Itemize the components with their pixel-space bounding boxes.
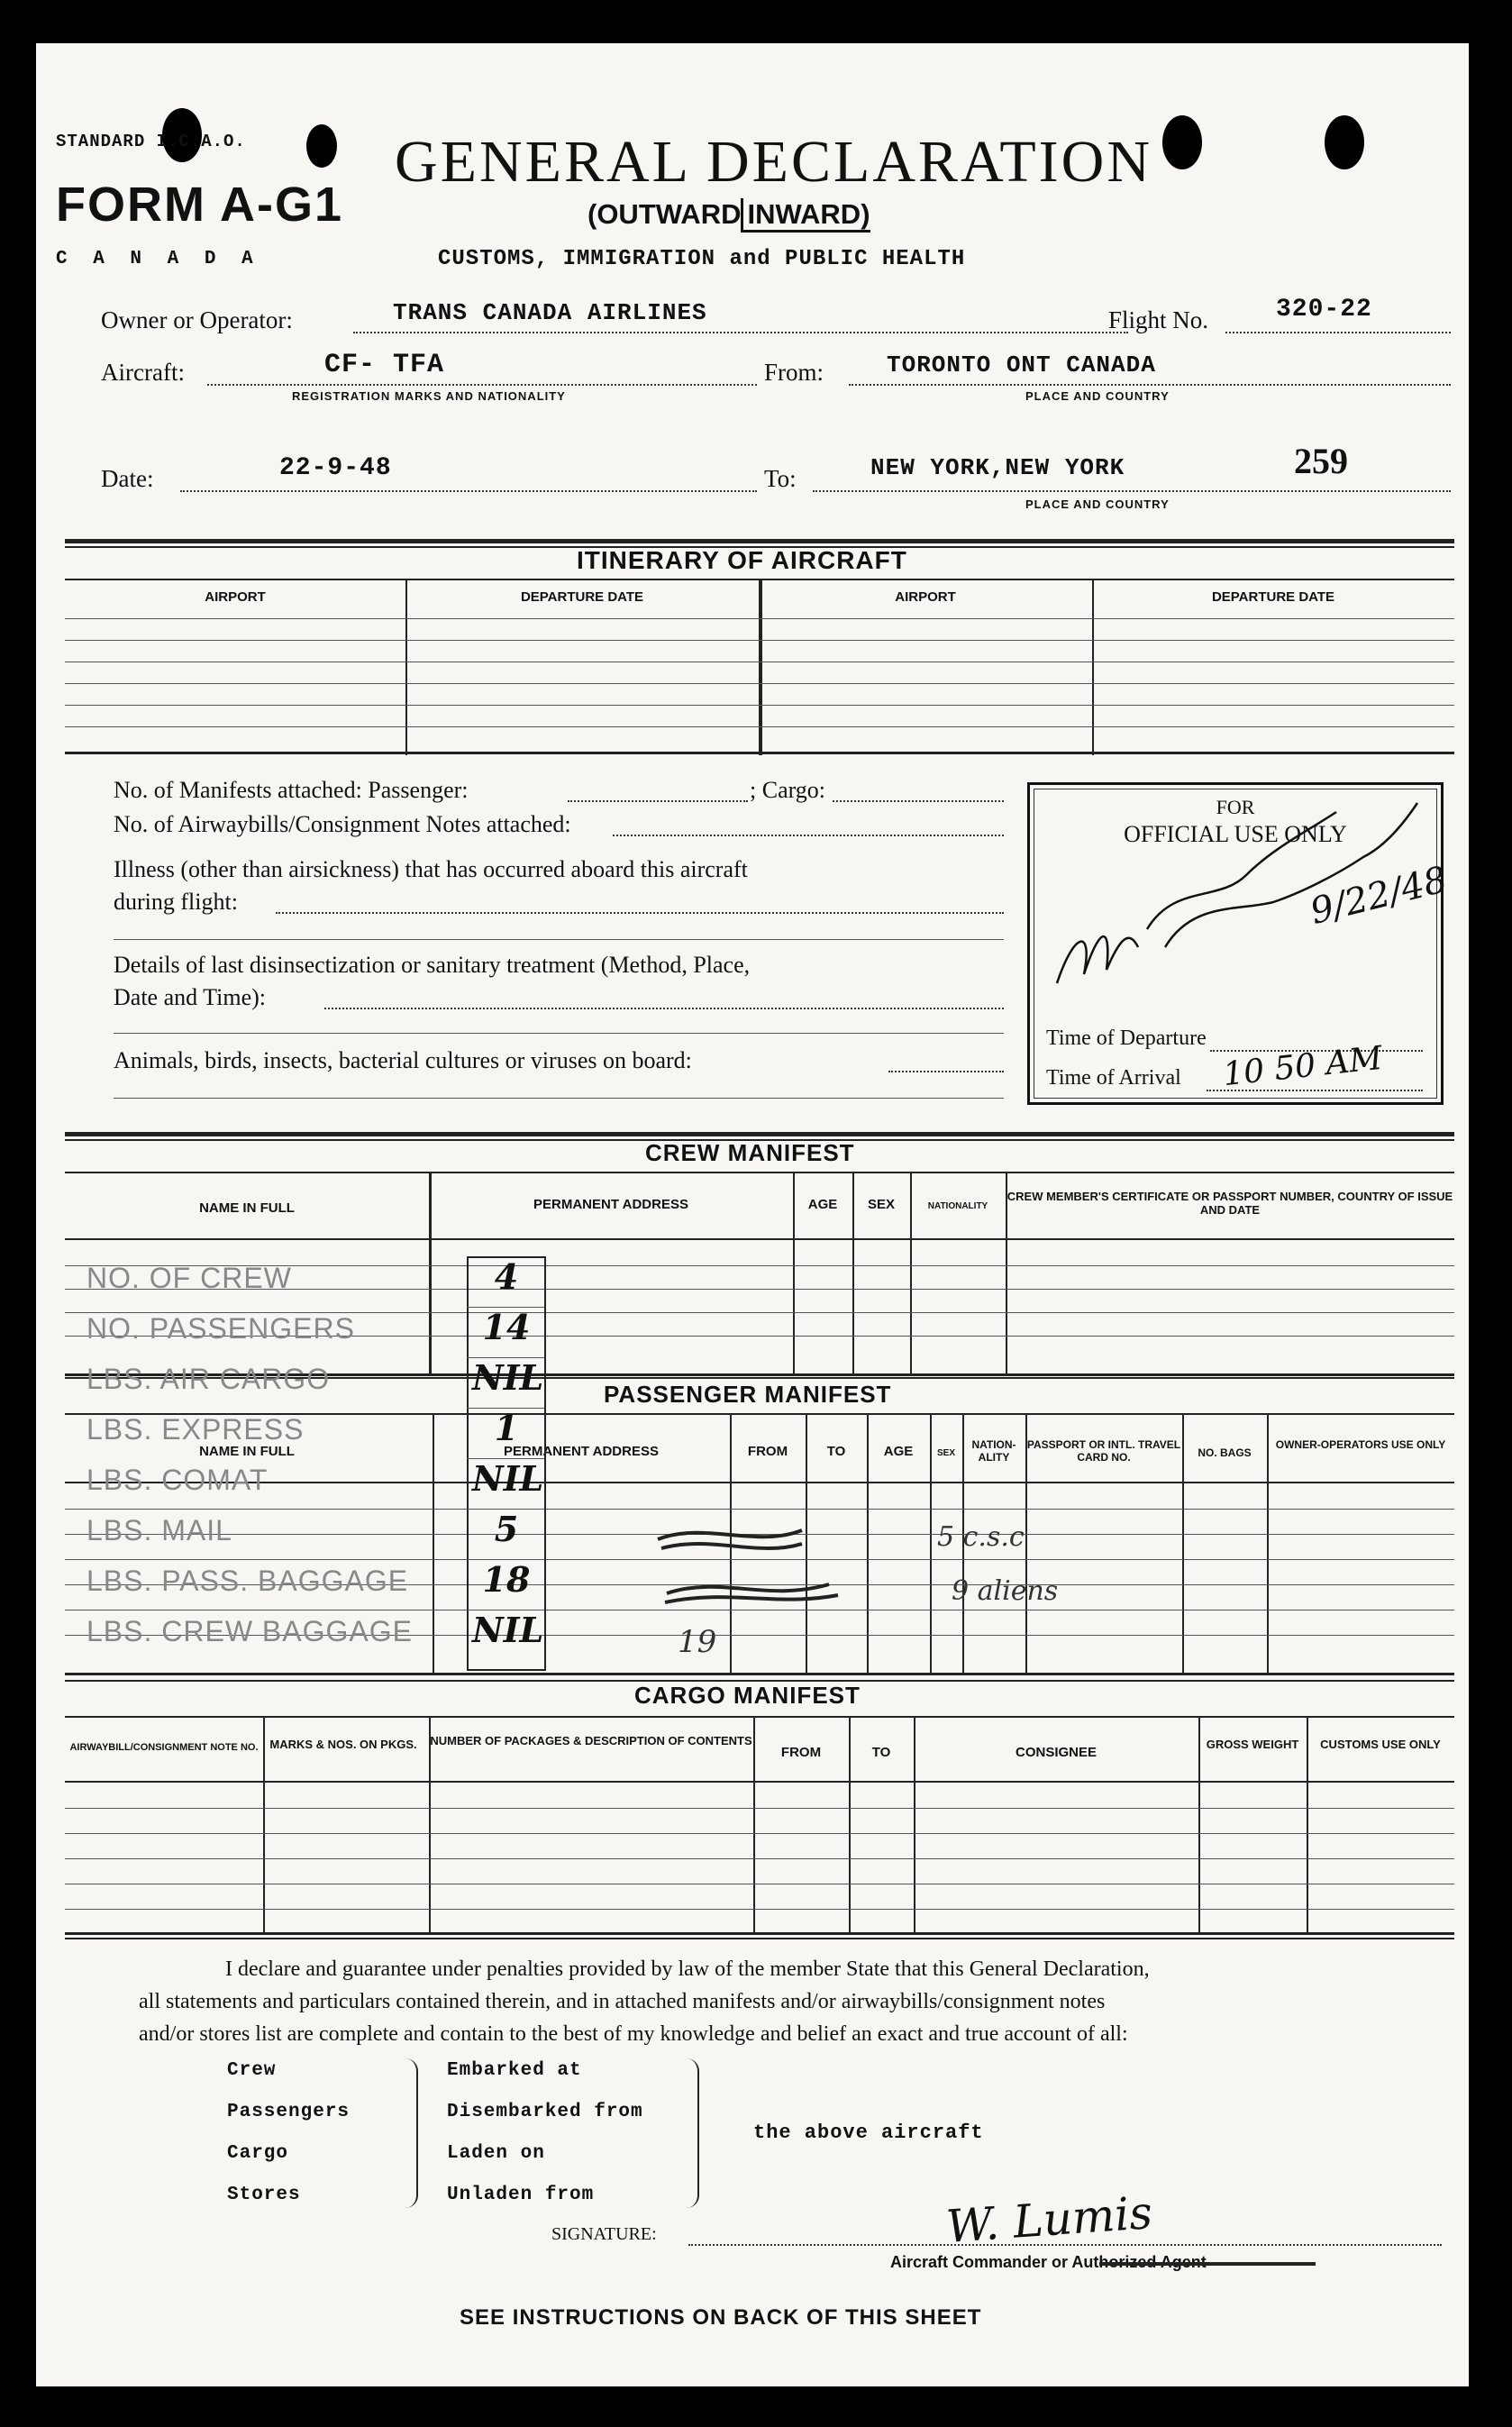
to-label: To: bbox=[764, 465, 797, 492]
stamp-row-value: NIL bbox=[472, 1610, 544, 1650]
from-label: From: bbox=[764, 359, 824, 386]
load-stamp bbox=[85, 1256, 544, 1671]
disinsect-label-1: Details of last disinsectization or sanitary treatment (Method, Place, bbox=[114, 952, 751, 978]
stamp-row-value: 4 bbox=[494, 1256, 519, 1297]
owner-label: Owner or Operator: bbox=[101, 306, 293, 333]
stamp-row-label: LBS. COMAT bbox=[87, 1464, 269, 1496]
stamp-row-value: 5 bbox=[494, 1509, 519, 1549]
from-caption: PLACE AND COUNTRY bbox=[1025, 389, 1170, 403]
cargo-col-to: TO bbox=[871, 1745, 891, 1760]
stamp-row-label: LBS. PASS. BAGGAGE bbox=[87, 1565, 409, 1597]
departure-label: Time of Departure bbox=[1046, 1026, 1207, 1050]
decl-item-stores: Stores bbox=[227, 2185, 301, 2205]
pass-col-sex: SEX bbox=[936, 1448, 955, 1458]
to-caption: PLACE AND COUNTRY bbox=[1025, 497, 1170, 511]
cargo-col-consignee: CONSIGNEE bbox=[1015, 1745, 1097, 1760]
disinsect-label-2: Date and Time): bbox=[114, 984, 266, 1010]
inspector-initials bbox=[1039, 794, 1435, 992]
stamp-row-value: NIL bbox=[472, 1357, 544, 1398]
punch-hole-mid bbox=[306, 124, 337, 168]
scribble-strikeout bbox=[649, 1512, 883, 1611]
arrival-label: Time of Arrival bbox=[1046, 1066, 1181, 1090]
cargo-col-from: FROM bbox=[780, 1745, 822, 1760]
date-label: Date: bbox=[101, 465, 154, 492]
crew-col-address: PERMANENT ADDRESS bbox=[533, 1197, 688, 1212]
decl-right-text: the above aircraft bbox=[753, 2121, 984, 2144]
illness-label-2: during flight: bbox=[114, 889, 238, 915]
punch-hole-right2 bbox=[1325, 115, 1364, 169]
official-label: OFFICIAL USE ONLY bbox=[1124, 821, 1347, 847]
aircraft-value: CF- TFA bbox=[324, 350, 445, 380]
pass-col-to: TO bbox=[826, 1444, 846, 1459]
subtitle: CUSTOMS, IMMIGRATION and PUBLIC HEALTH bbox=[438, 247, 966, 271]
cargo-label: ; Cargo: bbox=[750, 777, 826, 803]
pass-col-passport: PASSPORT OR INTL. TRAVEL CARD NO. bbox=[1026, 1438, 1181, 1464]
crew-col-nationality: NATIONALITY bbox=[927, 1201, 988, 1211]
official-use-box bbox=[1027, 782, 1452, 1105]
animals-label: Animals, birds, insects, bacterial cultures or viruses on board: bbox=[114, 1047, 692, 1073]
crew-col-certificate: CREW MEMBER'S CERTIFICATE OR PASSPORT NUMBER, COUNTRY OF ISSUE AND DATE bbox=[1006, 1190, 1453, 1217]
declaration-line-3: and/or stores list are complete and contain to the best of my knowledge and belief an exact and true account of all: bbox=[139, 2022, 1128, 2046]
decl-mid-unladen: Unladen from bbox=[447, 2185, 595, 2205]
stamp-row-label: LBS. EXPRESS bbox=[87, 1413, 305, 1446]
serial-number: 259 bbox=[1294, 441, 1348, 481]
decl-item-crew: Crew bbox=[227, 2060, 277, 2081]
decl-mid-disembarked: Disembarked from bbox=[447, 2102, 643, 2122]
cargo-col-customs: CUSTOMS USE ONLY bbox=[1320, 1738, 1441, 1751]
signature-label: SIGNATURE: bbox=[551, 2224, 657, 2244]
pass-col-name: NAME IN FULL bbox=[199, 1444, 295, 1459]
arrival-value: 10 50 AM bbox=[1221, 1039, 1385, 1094]
direction-inward: INWARD) bbox=[741, 198, 870, 233]
direction bbox=[587, 198, 870, 231]
pass-col-nationality: NATION-ALITY bbox=[971, 1438, 1016, 1464]
stamp-row-label: NO. PASSENGERS bbox=[87, 1312, 355, 1345]
commander-signature: W. Lumis bbox=[944, 2186, 1154, 2253]
date-value: 22-9-48 bbox=[279, 454, 392, 482]
airwaybills-label: No. of Airwaybills/Consignment Notes attached: bbox=[114, 811, 571, 837]
stamp-row-label: LBS. CREW BAGGAGE bbox=[87, 1615, 413, 1647]
passenger-note-1: 5 c.s.c bbox=[937, 1521, 1025, 1553]
from-value: TORONTO ONT CANADA bbox=[887, 351, 1156, 379]
page-title: GENERAL DECLARATION bbox=[395, 129, 1152, 195]
form-code: FORM A-G1 bbox=[56, 178, 343, 232]
form-sheet bbox=[36, 43, 1469, 2386]
cargo-col-airwaybill: AIRWAYBILL/CONSIGNMENT NOTE NO. bbox=[69, 1742, 259, 1753]
stamp-row-value: NIL bbox=[472, 1458, 544, 1499]
stamp-row-label: NO. OF CREW bbox=[87, 1262, 292, 1294]
stamp-row-value: 18 bbox=[482, 1559, 531, 1600]
to-value: NEW YORK,NEW YORK bbox=[870, 454, 1125, 481]
crew-col-name: NAME IN FULL bbox=[199, 1200, 295, 1216]
commander-label: Aircraft Commander or Authorized Agent bbox=[890, 2253, 1207, 2271]
itin-col-airport-1: AIRPORT bbox=[205, 589, 266, 605]
itin-col-airport-2: AIRPORT bbox=[895, 589, 956, 605]
owner-value: TRANS CANADA AIRLINES bbox=[393, 299, 707, 326]
passenger-note-2: 9 aliens bbox=[952, 1575, 1059, 1607]
stamp-row-value: 14 bbox=[482, 1307, 531, 1347]
pass-col-address: PERMANENT ADDRESS bbox=[504, 1444, 659, 1459]
itin-col-date-1: DEPARTURE DATE bbox=[520, 589, 644, 605]
decl-item-passengers: Passengers bbox=[227, 2102, 351, 2122]
official-for: FOR bbox=[1216, 796, 1255, 818]
cargo-col-marks: MARKS & NOS. ON PKGS. bbox=[269, 1738, 417, 1751]
passenger-note-3: 19 bbox=[678, 1624, 717, 1660]
pass-col-bags: NO. BAGS bbox=[1198, 1446, 1252, 1459]
punch-hole-right1 bbox=[1162, 115, 1202, 169]
decl-mid-laden: Laden on bbox=[447, 2143, 545, 2164]
pass-col-age: AGE bbox=[883, 1444, 914, 1459]
passenger-title: PASSENGER MANIFEST bbox=[604, 1381, 892, 1408]
illness-label-1: Illness (other than airsickness) that has occurred aboard this aircraft bbox=[114, 856, 748, 882]
cargo-col-packages: NUMBER OF PACKAGES & DESCRIPTION OF CONTENTS bbox=[430, 1734, 752, 1747]
pass-col-from: FROM bbox=[747, 1444, 788, 1459]
reg-caption: REGISTRATION MARKS AND NATIONALITY bbox=[292, 389, 566, 403]
manifests-label: No. of Manifests attached: Passenger: bbox=[114, 777, 469, 803]
flight-value: 320-22 bbox=[1276, 296, 1372, 324]
decl-mid-embarked: Embarked at bbox=[447, 2060, 582, 2081]
stamp-row-value: 1 bbox=[494, 1408, 519, 1448]
stamp-row-label: LBS. AIR CARGO bbox=[87, 1363, 331, 1395]
decl-item-cargo: Cargo bbox=[227, 2143, 289, 2164]
cargo-col-gross: GROSS WEIGHT bbox=[1206, 1738, 1299, 1751]
aircraft-label: Aircraft: bbox=[101, 359, 185, 386]
footer-instructions: SEE INSTRUCTIONS ON BACK OF THIS SHEET bbox=[460, 2305, 982, 2330]
itin-col-date-2: DEPARTURE DATE bbox=[1211, 589, 1335, 605]
standard-label: STANDARD I.C.A.O. bbox=[56, 132, 246, 151]
crew-title: CREW MANIFEST bbox=[645, 1139, 855, 1166]
cargo-title: CARGO MANIFEST bbox=[634, 1682, 861, 1709]
crew-col-age: AGE bbox=[807, 1197, 838, 1212]
crew-col-sex: SEX bbox=[867, 1197, 895, 1212]
pass-col-owner: OWNER-OPERATORS USE ONLY bbox=[1275, 1438, 1446, 1451]
declaration-line-1: I declare and guarantee under penalties provided by law of the member State that this General Declaration, bbox=[225, 1957, 1150, 1981]
stamp-row-label: LBS. MAIL bbox=[87, 1514, 232, 1547]
official-date: 9/22/48 bbox=[1306, 859, 1452, 933]
flight-label: Flight No. bbox=[1108, 306, 1209, 333]
itinerary-title: ITINERARY OF AIRCRAFT bbox=[577, 546, 907, 574]
country-label: C A N A D A bbox=[56, 249, 260, 269]
direction-outward: (OUTWARD bbox=[587, 198, 742, 230]
declaration-line-2: all statements and particulars contained therein, and in attached manifests and/or airwaybills/consignment notes bbox=[139, 1990, 1106, 2013]
